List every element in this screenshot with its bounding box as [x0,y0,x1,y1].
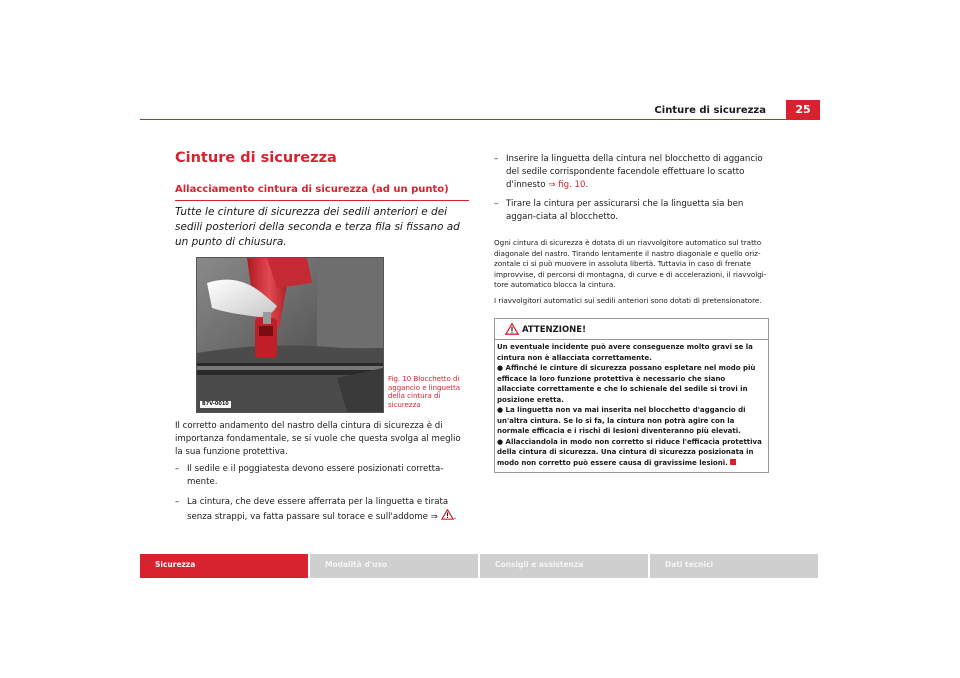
warning-box [494,318,769,473]
bullet-dash: – [494,154,499,164]
paragraph-belt-routing: Il corretto andamento del nastro della cintura di sicurezza è di importanza fondamentale, se si vuole che questa svolga al meglio la sua funzione protettiva. [175,421,461,457]
subsection-rule [175,200,469,201]
subsection-title: Allacciamento cintura di sicurezza (ad un punto) [175,184,449,195]
warning-body [497,342,765,468]
list-item [175,496,470,524]
seatbelt-buckle-photo [196,257,384,413]
footer-nav [140,554,820,578]
warning-item-text: Allacciandola in modo non corretto si riduce l'efficacia protettiva della cintura di sicurezza. Una cintura di sicurezza posizionata in modo non corretto può essere causa di gravissime lesioni. [497,437,762,467]
footer-tab-consigli-assistenza[interactable]: Consigli e assistenza [480,554,648,578]
intro-text: Tutte le cinture di sicurezza dei sedili anteriori e dei sedili posteriori della seconda e terza fila si fissano ad un punto di chiusura. [175,206,460,248]
bullet-text: Il sedile e il poggiatesta devono essere posizionati corretta-mente. [187,464,444,487]
page-number: 25 [786,100,820,120]
photo-code: B7V-0010 [202,401,229,407]
warning-ref-arrow[interactable]: ⇒ [430,512,438,522]
footer-tab-dati-tecnici[interactable]: Dati tecnici [650,554,818,578]
figure-ref-link[interactable]: ⇒ fig. 10 [548,180,586,190]
warning-header [495,319,768,340]
warning-item: ● Affinché le cinture di sicurezza possano espletare nel modo più efficace la loro funzione protettiva è necessario che siano allacciate correttamente e che lo schienale del sedile si trovi in posizione eretta. [497,364,756,404]
paragraph-pretensioner: I riavvolgitori automatici sui sedili anteriori sono dotati di pretensionatore. [494,296,762,305]
period: . [585,180,589,190]
period: . [453,512,457,522]
warning-title: ATTENZIONE! [522,325,586,335]
running-header-title: Cinture di sicurezza [654,105,766,116]
warning-triangle-icon [505,323,519,335]
paragraph-retractor: Ogni cintura di sicurezza è dotata di un riavvolgitore automatico sul tratto diagonale del nastro. Tirando lentamente il nastro diagonale e quello oriz-zontale ci si può muovere in assoluta libertà. Tuttavia in caso di frenate improvvise, di percorsi di montagna, di curve e di accelerazioni, il riavvolgi-tore automatico blocca la cintura. [494,238,767,289]
list-item [494,153,769,192]
bullet-text: La cintura, che deve essere afferrata per la linguetta e tirata senza strappi, va fatta passare sul torace e sull'addome [187,497,449,522]
warning-item-text: Affinché le cinture di sicurezza possano espletare nel modo più efficace la loro funzione protettiva è necessario che siano allacciate correttamente e che lo schienale del sedile si trovi in posizione eretta. [497,364,756,404]
bullet-dash: – [175,464,180,474]
header-rule [140,119,820,120]
footer-tab-sicurezza[interactable]: Sicurezza [140,554,308,578]
bullet-dash: – [494,199,499,209]
end-marker-icon [730,459,736,465]
list-item [494,198,769,224]
list-item [175,463,470,489]
section-title: Cinture di sicurezza [175,150,337,166]
bullet-text: Inserire la linguetta della cintura nel blocchetto di aggancio del sedile corrispondente facendole effettuare lo scatto d'innesto [506,154,763,190]
warning-triangle-icon [441,509,454,520]
figure-caption: Fig. 10 Blocchetto di aggancio e linguetta della cintura di sicurezza [388,375,461,409]
warning-item: ● La linguetta non va mai inserita nel blocchetto d'aggancio di un'altra cintura. Se lo si fa, la cintura non potrà agire con la normale efficacia e i rischi di lesioni diventeranno più elevati. [497,406,746,435]
footer-tab-modalita-uso[interactable]: Modalità d'uso [310,554,478,578]
bullet-text: Tirare la cintura per assicurarsi che la linguetta sia ben aggan-ciata al blocchetto. [506,199,744,222]
bullet-dash: – [175,497,180,507]
warning-intro: Un eventuale incidente può avere conseguenze molto gravi se la cintura non è allacciata correttamente. [497,343,753,362]
warning-item: ● Allacciandola in modo non corretto si riduce l'efficacia protettiva della cintura di sicurezza. Una cintura di sicurezza posizionata in modo non corretto può essere causa di gravissime lesioni. [497,437,762,467]
warning-item-text: La linguetta non va mai inserita nel blocchetto d'aggancio di un'altra cintura. Se lo si fa, la cintura non potrà agire con la normale efficacia e i rischi di lesioni diventeranno più elevati. [497,406,746,435]
